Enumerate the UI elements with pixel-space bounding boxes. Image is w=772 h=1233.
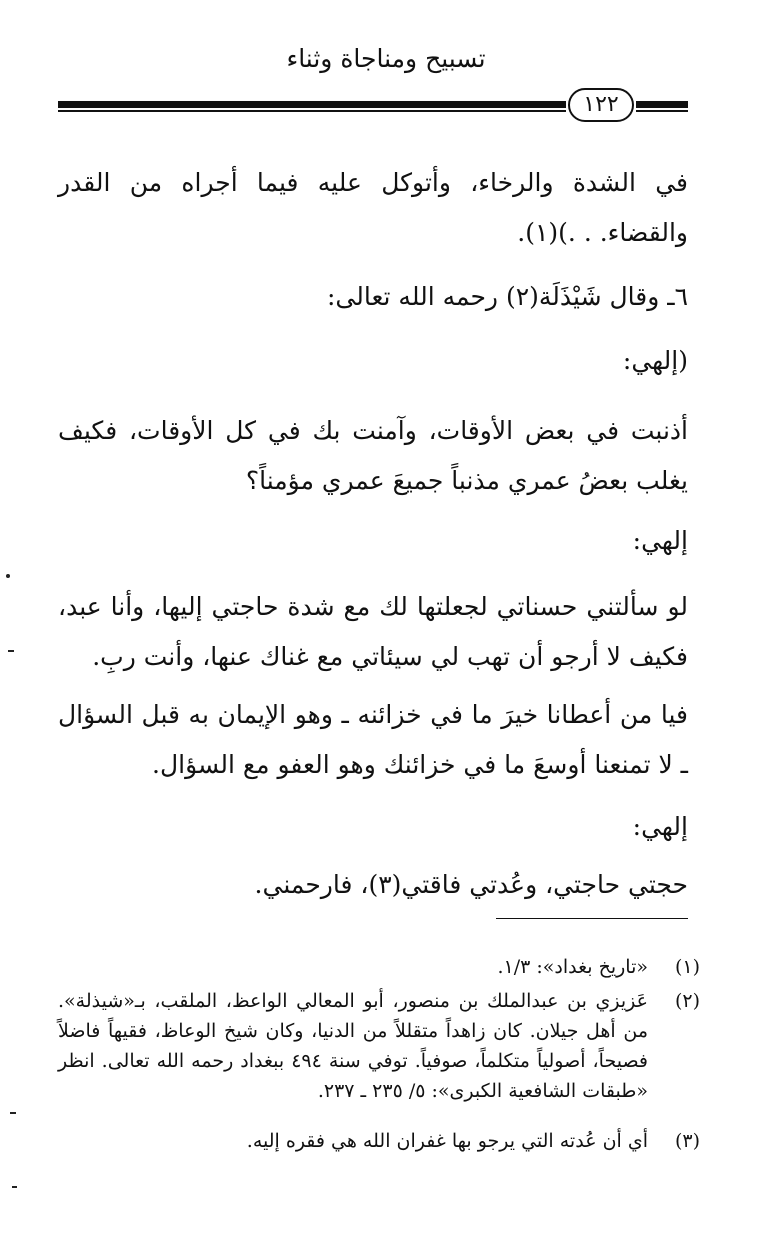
paragraph-5: إلهي: <box>632 526 688 555</box>
footnote-text: أي أن عُدته التي يرجو بها غفران الله هي فقره إليه. <box>246 1130 648 1152</box>
paragraph-4: أذنبت في بعض الأوقات، وآمنت بك في كل الأوقات، فكيف يغلب بعضُ عمري مذنباً جميعَ عمري مؤمناً؟ <box>58 416 688 495</box>
footnote-text: عَزيزي بن عبدالملك بن منصور، أبو المعالي الواعظ، الملقب، بـ«شيذلة». من أهل جيلان. كان زاهداً متقللاً من الدنيا، وكان شيخ الوعاظ، فقيهاً فاضلاً فصيحاً، أصولياً متكلماً، صوفياً. توفي سنة ٤٩٤ ببغداد رحمه الله تعالى. انظر «طبقات الشافعية الكبرى»: ٥/ ٢٣٥ ـ ٢٣٧. <box>58 990 649 1102</box>
paragraph-2: ٦ـ وقال شَيْذَلَة(٢) رحمه الله تعالى: <box>326 282 688 311</box>
page-number: ١٢٢ <box>568 88 634 122</box>
footnote-number: (١) <box>674 956 700 978</box>
paragraph-8: إلهي: <box>632 812 688 841</box>
running-title: تسبيح ومناجاة وثناء <box>286 44 486 73</box>
footnote-separator <box>496 918 688 919</box>
footnote-number: (٢) <box>674 990 700 1012</box>
footnote-3 <box>58 1126 700 1156</box>
paragraph-1: في الشدة والرخاء، وأتوكل عليه فيما أجراه من القدر والقضاء. . .)(١). <box>58 168 688 247</box>
footnote-2 <box>58 986 700 1106</box>
paragraph-9: حجتي حاجتي، وعُدتي فاقتي(٣)، فارحمني. <box>254 870 688 899</box>
header-rule-short <box>636 101 688 108</box>
paragraph-6: لو سألتني حسناتي لجعلتها لك مع شدة حاجتي إليها، وأنا عبد، فكيف لا أرجو أن تهب لي سيئاتي مع غناك عنها، وأنت ربِ. <box>58 592 688 671</box>
scan-speck <box>12 1186 17 1188</box>
footnote-1 <box>58 952 700 982</box>
scan-speck <box>10 1112 16 1114</box>
footnote-number: (٣) <box>674 1130 700 1152</box>
footnote-text: «تاريخ بغداد»: ١/٣. <box>497 956 648 978</box>
paragraph-3: (إلهي: <box>622 346 688 375</box>
header-rule-long <box>58 101 566 108</box>
scan-speck <box>6 574 10 578</box>
scan-speck <box>8 650 14 652</box>
header-rule <box>58 88 688 122</box>
paragraph-7: فيا من أعطانا خيرَ ما في خزائنه ـ وهو الإيمان به قبل السؤال ـ لا تمنعنا أوسعَ ما في خزائنك وهو العفو مع السؤال. <box>58 700 688 779</box>
